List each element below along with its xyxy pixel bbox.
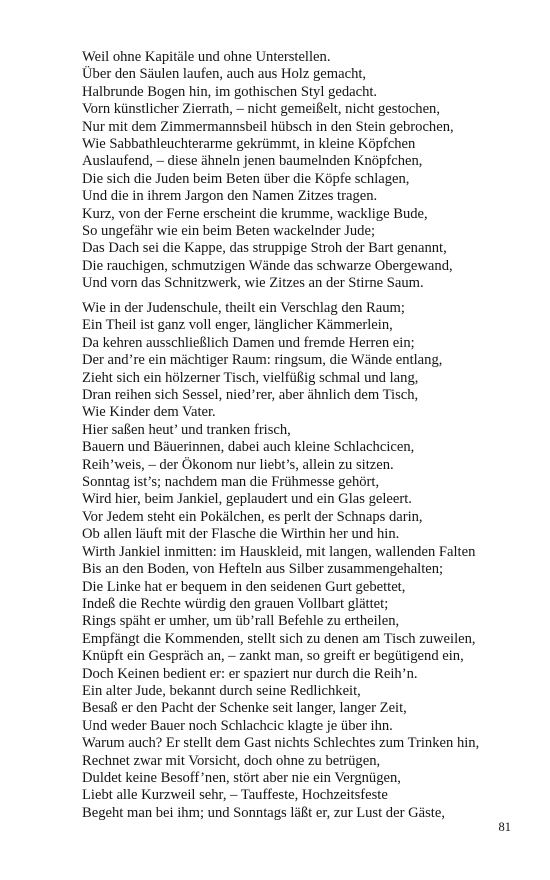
- verse-line: Nur mit dem Zimmermannsbeil hübsch in den Stein gebrochen,: [82, 118, 454, 135]
- verse-line: Wie Sabbathleuchterarme gekrümmt, in kleine Köpfchen: [82, 136, 416, 153]
- verse-line: Und vorn das Schnitzwerk, wie Zitzes an der Stirne Saum.: [82, 275, 424, 292]
- verse-line: Wirth Jankiel inmitten: im Hauskleid, mit langen, wallenden Falten: [82, 543, 476, 560]
- verse-line: Sonntag ist’s; nachdem man die Frühmesse gehört,: [82, 474, 380, 491]
- verse-line: Bis an den Boden, von Hefteln aus Silber zusammengehalten;: [82, 561, 444, 578]
- verse-line: Ein alter Jude, bekannt durch seine Redlichkeit,: [82, 682, 361, 699]
- verse-line: Empfängt die Kommenden, stellt sich zu denen am Tisch zuweilen,: [82, 630, 476, 647]
- verse-line: Die rauchigen, schmutzigen Wände das schwarze Obergewand,: [82, 257, 453, 274]
- verse-line: Zieht sich ein hölzerner Tisch, vielfüßig schmal und lang,: [82, 369, 419, 386]
- verse-line: Besaß er den Pacht der Schenke seit langer, langer Zeit,: [82, 700, 407, 717]
- verse-line: Der and’re ein mächtiger Raum: ringsum, die Wände entlang,: [82, 352, 443, 369]
- verse-line: Und weder Bauer noch Schlachcic klagte je über ihn.: [82, 717, 393, 734]
- verse-line: Die Linke hat er bequem in den seidenen Gurt gebettet,: [82, 578, 406, 595]
- page-number: 81: [498, 820, 511, 834]
- verse-line: Duldet keine Besoff’nen, stört aber nie ein Vergnügen,: [82, 769, 401, 786]
- verse-line: Hier saßen heut’ und tranken frisch,: [82, 421, 291, 438]
- verse-line: Wird hier, beim Jankiel, geplaudert und ein Glas geleert.: [82, 491, 412, 508]
- verse-line: Liebt alle Kurzweil sehr, – Tauffeste, Hochzeitsfeste: [82, 787, 388, 804]
- verse-line: Warum auch? Er stellt dem Gast nichts Schlechtes zum Trinken hin,: [82, 735, 480, 752]
- verse-line: Kurz, von der Ferne erscheint die krumme, wacklige Bude,: [82, 205, 428, 222]
- verse-line: Über den Säulen laufen, auch aus Holz gemacht,: [82, 66, 367, 83]
- verse-line: Reih’weis, – der Ökonom nur liebt’s, allein zu sitzen.: [82, 456, 394, 473]
- verse-line: Das Dach sei die Kappe, das struppige Stroh der Bart genannt,: [82, 240, 447, 257]
- verse-line: Knüpft ein Gespräch an, – zankt man, so greift er begütigend ein,: [82, 648, 464, 665]
- verse-line: Wie Kinder dem Vater.: [82, 404, 216, 421]
- verse-line: Vor Jedem steht ein Pokälchen, es perlt der Schnaps darin,: [82, 508, 423, 525]
- verse-line: Doch Keinen bedient er: er spaziert nur durch die Reih’n.: [82, 665, 418, 682]
- verse-line: Rechnet zwar mit Vorsicht, doch ohne zu betrügen,: [82, 752, 381, 769]
- stanza-1: [82, 49, 522, 293]
- verse-line: Ein Theil ist ganz voll enger, länglicher Kämmerlein,: [82, 317, 393, 334]
- verse-line: Rings späht er umher, um üb’rall Befehle zu ertheilen,: [82, 613, 400, 630]
- verse-line: Dran reihen sich Sessel, nied’rer, aber ähnlich dem Tisch,: [82, 387, 419, 404]
- verse-line: So ungefähr wie ein beim Beten wackelnder Jude;: [82, 223, 375, 240]
- verse-line: Begeht man bei ihm; und Sonntags läßt er, zur Lust der Gäste,: [82, 804, 445, 821]
- stanza-2: [82, 300, 522, 822]
- verse-line: Indeß die Rechte würdig den grauen Vollbart glättet;: [82, 595, 389, 612]
- verse-line: Auslaufend, – diese ähneln jenen baumelnden Knöpfchen,: [82, 153, 423, 170]
- verse-line: Und die in ihrem Jargon den Namen Zitzes tragen.: [82, 188, 378, 205]
- verse-line: Weil ohne Kapitäle und ohne Unterstellen.: [82, 49, 331, 65]
- verse-line: Die sich die Juden beim Beten über die Köpfe schlagen,: [82, 170, 410, 187]
- verse-line: Wie in der Judenschule, theilt ein Verschlag den Raum;: [82, 300, 405, 316]
- verse-line: Halbrunde Bogen hin, im gothischen Styl gedacht.: [82, 83, 378, 100]
- verse-line: Ob allen läuft mit der Flasche die Wirthin her und hin.: [82, 526, 400, 543]
- verse-line: Vorn künstlicher Zierrath, – nicht gemeißelt, nicht gestochen,: [82, 101, 440, 118]
- verse-line: Bauern und Bäuerinnen, dabei auch kleine Schlachcicen,: [82, 439, 415, 456]
- verse-line: Da kehren ausschließlich Damen und fremde Herren ein;: [82, 334, 415, 351]
